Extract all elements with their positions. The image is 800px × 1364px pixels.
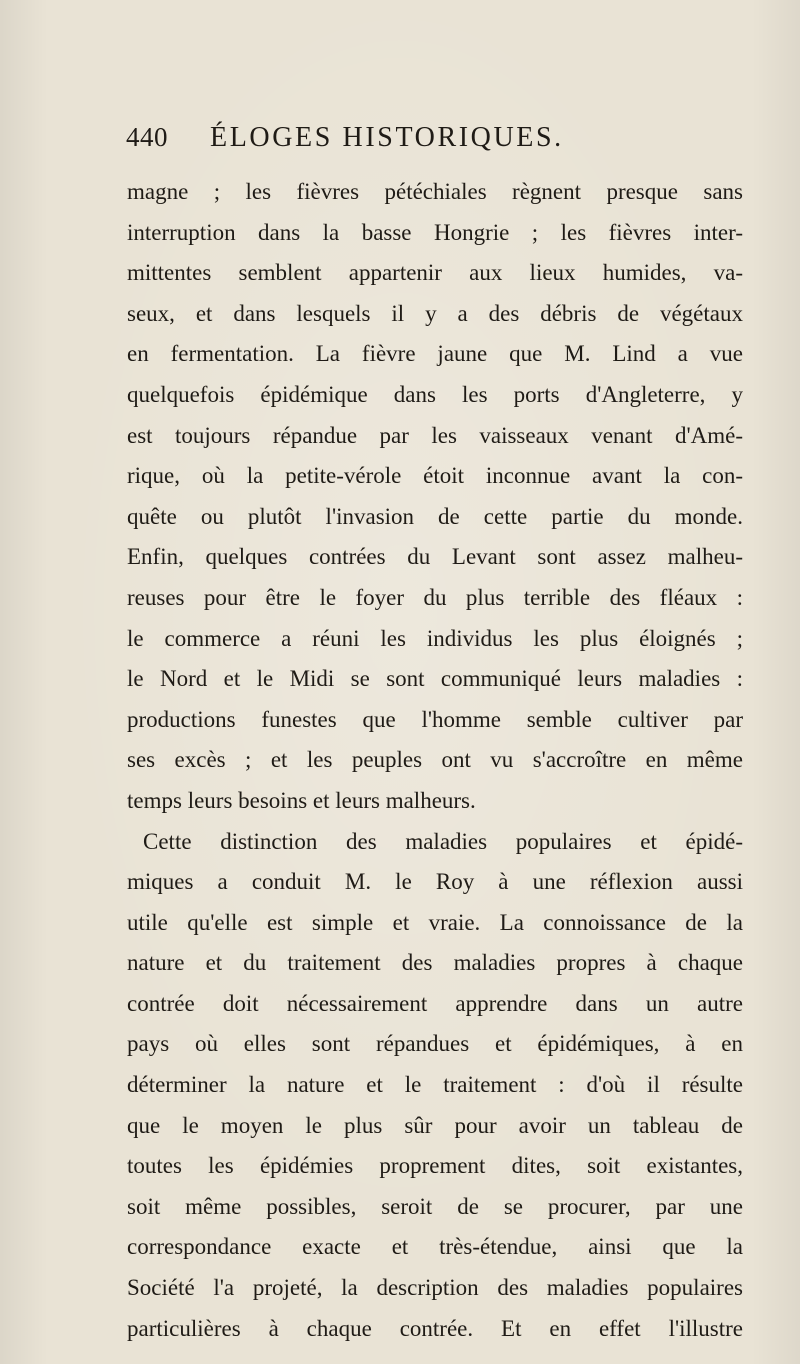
text-line: que le moyen le plus sûr pour avoir un tableau de [127,1112,743,1138]
text-line: le Nord et le Midi se sont communiqué leurs maladies : [127,666,743,692]
text-line: soit même possibles, seroit de se procurer, par une [127,1193,743,1219]
text-line: magne ; les fièvres pétéchiales règnent presque sans [127,179,743,204]
text-line: quelquefois épidémique dans les ports d'Angleterre, y [127,381,743,407]
text-line: toutes les épidémies proprement dites, soit existantes, [127,1153,743,1179]
text-line: interruption dans la basse Hongrie ; les fièvres inter- [127,219,743,245]
text-line: le commerce a réuni les individus les plus éloignés ; [127,625,743,651]
text-line: utile qu'elle est simple et vraie. La connoissance de la [127,909,743,935]
text-line: seux, et dans lesquels il y a des débris de végétaux [127,300,743,326]
text-line: correspondance exacte et très-étendue, ainsi que la [127,1234,743,1260]
text-line: particulières à chaque contrée. Et en effet l'illustre [127,1315,743,1341]
text-line: mittentes semblent appartenir aux lieux humides, va- [127,260,743,286]
text-line: contrée doit nécessairement apprendre dans un autre [127,990,743,1016]
text-line: est toujours répandue par les vaisseaux venant d'Amé- [127,422,743,448]
text-line: en fermentation. La fièvre jaune que M. Lind a vue [127,341,743,367]
text-line: Société l'a projeté, la description des maladies populaires [127,1275,743,1301]
text-line: ses excès ; et les peuples ont vu s'accroître en même [127,747,743,773]
text-line: pays où elles sont répandues et épidémiques, à en [127,1031,743,1057]
text-line: rique, où la petite-vérole étoit inconnue avant la con- [127,463,743,489]
text-line: productions funestes que l'homme semble cultiver par [127,706,743,732]
page-number: 440 [126,122,168,152]
page-header [126,122,686,162]
text-line: Enfin, quelques contrées du Levant sont assez malheu- [127,544,743,570]
text-line: Cette distinction des maladies populaires et épidé- [143,828,743,854]
text-line: miques a conduit M. le Roy à une réflexion aussi [127,869,743,895]
body-text [127,172,743,1349]
text-line: reuses pour être le foyer du plus terrible des fléaux : [127,584,743,610]
text-line: temps leurs besoins et leurs malheurs. [127,787,476,813]
text-line: quête ou plutôt l'invasion de cette partie du monde. [127,503,743,529]
text-line: déterminer la nature et le traitement : d'où il résulte [127,1072,743,1098]
running-title: ÉLOGES HISTORIQUES. [210,122,564,153]
text-line: nature et du traitement des maladies propres à chaque [127,950,743,976]
